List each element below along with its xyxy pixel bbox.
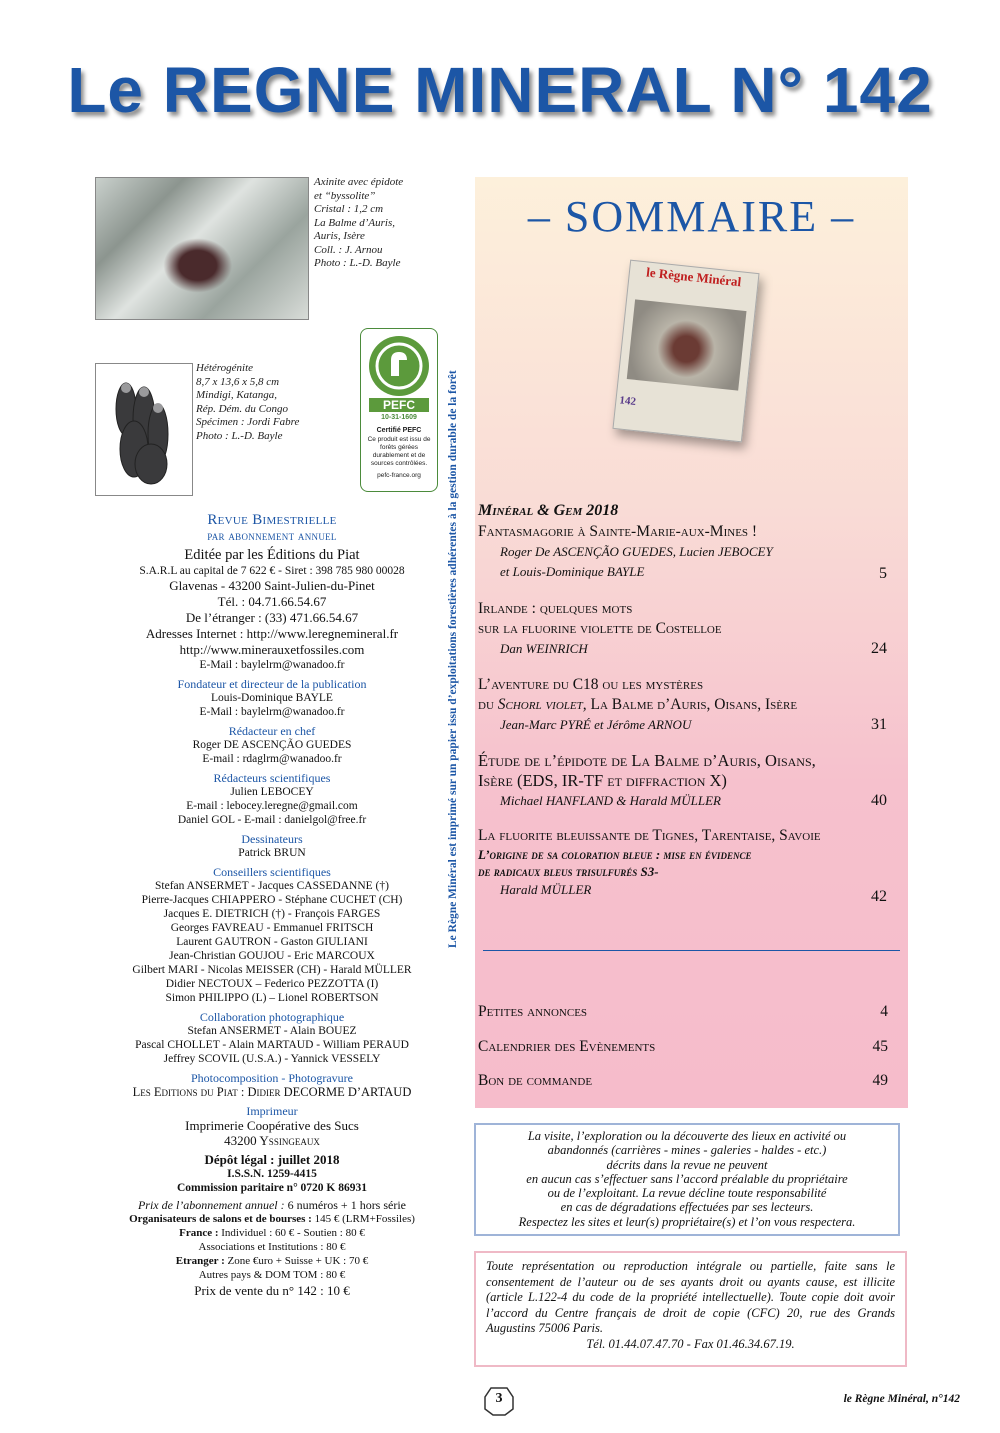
sommaire-divider bbox=[483, 950, 900, 951]
caption-line: 8,7 x 13,6 x 5,8 cm bbox=[196, 375, 280, 388]
article[interactable] bbox=[478, 522, 903, 587]
prix-vente: Prix de vente du n° 142 : 10 € bbox=[194, 1283, 350, 1298]
article-page: 5 bbox=[879, 565, 887, 582]
footer-issue: le Règne Minéral, n°142 bbox=[843, 1393, 960, 1405]
article-authors: Michael HANFLAND & Harald MÜLLER bbox=[500, 793, 721, 808]
tail-page: 4 bbox=[880, 1003, 888, 1020]
depot-legal: Dépôt légal : juillet 2018 bbox=[204, 1152, 340, 1167]
axinite-photo bbox=[95, 177, 309, 320]
organisateurs bbox=[98, 1212, 446, 1226]
caption-line: La Balme d’Auris, bbox=[314, 216, 395, 229]
imprimeur-heading: Imprimeur bbox=[246, 1104, 298, 1118]
redacteur-heading: Rédacteur en chef bbox=[228, 724, 316, 738]
article-authors: et Louis-Dominique BAYLE bbox=[500, 564, 645, 579]
caption-line: Spécimen : Jordi Fabre bbox=[196, 416, 300, 428]
address: Glavenas - 43200 Saint-Julien-du-Pinet bbox=[169, 578, 375, 593]
site-access-notice bbox=[474, 1123, 900, 1236]
tail-entry[interactable] bbox=[478, 1072, 888, 1090]
article[interactable] bbox=[478, 675, 903, 737]
article-subtitle: de radicaux bleus trisulfurés S3- bbox=[478, 864, 659, 879]
editee: Editée par les Éditions du Piat bbox=[184, 547, 360, 563]
tail-label: Bon de commande bbox=[478, 1072, 593, 1089]
conseil-line: Simon PHILIPPO (L) – Lionel ROBERTSON bbox=[165, 992, 379, 1004]
article-authors: Dan WEINRICH bbox=[500, 641, 588, 656]
tail-label: Petites annonces bbox=[478, 1003, 588, 1020]
redacteur-email: E-mail : rdaglrm@wanadoo.fr bbox=[202, 753, 342, 765]
dessin-heading: Dessinateurs bbox=[241, 832, 303, 846]
article-authors: Jean-Marc PYRÉ et Jérôme ARNOU bbox=[500, 717, 692, 732]
tel: Tél. : 04.71.66.54.67 bbox=[217, 594, 327, 609]
article-title: Irlande : quelques mots bbox=[478, 600, 633, 617]
section-label: Minéral & Gem 2018 bbox=[478, 502, 619, 519]
france-value: Individuel : 60 € - Soutien : 80 € bbox=[218, 1227, 365, 1239]
caption-line: Photo : L.-D. Bayle bbox=[196, 429, 283, 442]
caption-line: Coll. : J. Arnou bbox=[314, 243, 383, 256]
article-page: 42 bbox=[871, 888, 887, 905]
conseil-line: Didier NECTOUX – Federico PEZZOTTA (I) bbox=[165, 978, 379, 990]
caption-line: Axinite avec épidote bbox=[314, 176, 404, 188]
internet: Adresses Internet : http://www.leregnemineral.fr bbox=[145, 626, 399, 641]
page-number: 3 bbox=[495, 1391, 503, 1406]
title-part: La Balme d’Auris, Oisans, Isère bbox=[586, 696, 798, 713]
notice-line: La visite, l’exploration ou la découverte des lieux en activité ou bbox=[527, 1129, 847, 1143]
etranger-prices bbox=[98, 1254, 446, 1268]
france-label: France : bbox=[179, 1227, 219, 1239]
internet2: http://www.mineraux​etfossiles.com bbox=[179, 642, 365, 657]
copyright-text: Toute représentation ou reproduction intégrale ou partielle, faite sans le consentement de l’auteur ou de ses ayants droit ou ayants cause, est illicite (article L.122-4 du code de la propriété intellectuelle). Toute copie doit avoir l’accord du Centre français de droit de copie (CFC) 20, rue des Grands Augustins 75006 Paris. bbox=[486, 1259, 895, 1335]
magazine-title: Le REGNE MINERAL N° 142 bbox=[67, 54, 933, 126]
scient-1-email: E-mail : lebocey.leregne@gmail.com bbox=[186, 800, 358, 812]
dessin: Patrick BRUN bbox=[238, 847, 306, 859]
article[interactable] bbox=[478, 751, 903, 813]
article-title: L’aventure du C18 ou les mystères bbox=[478, 676, 704, 693]
article-title: sur la fluorine violette de Costelloe bbox=[478, 620, 722, 637]
notice-line: ou de l’exploitant. La revue décline toute responsabilité bbox=[547, 1186, 827, 1201]
fondateur-heading: Fondateur et directeur de la publication bbox=[177, 677, 367, 691]
pefc-text: Ce produit est issu de forêts gérées durablement et de sources contrôlées. bbox=[367, 436, 431, 467]
prix-abo-value: 6 numéros + 1 hors série bbox=[284, 1198, 407, 1212]
copyright-notice bbox=[474, 1251, 907, 1367]
photo2-caption bbox=[196, 362, 316, 443]
sommaire-title: – SOMMAIRE – bbox=[527, 192, 856, 241]
prix-abo bbox=[98, 1198, 446, 1212]
fondateur-email: E-Mail : baylelrm@wanadoo.fr bbox=[199, 706, 345, 718]
pefc-tree-icon bbox=[369, 336, 429, 396]
tail-label: Calendrier des Evènements bbox=[478, 1038, 656, 1055]
notice-line: Respectez les sites et leur(s) propriétaire(s) et l’on vous respectera. bbox=[518, 1214, 856, 1229]
conseil-line: Stefan ANSERMET - Jacques CASSEDANNE (†) bbox=[155, 880, 389, 892]
conseil-heading: Conseillers scientifiques bbox=[213, 865, 331, 879]
org-label: Organisateurs de salons et de bourses : bbox=[129, 1213, 312, 1225]
tail-page: 49 bbox=[872, 1072, 888, 1089]
tail-entry[interactable] bbox=[478, 1003, 888, 1021]
scient-heading: Rédacteurs scientifiques bbox=[213, 771, 331, 785]
article-title: La fluorite bleuissante de Tignes, Tarentaise, Savoie bbox=[478, 827, 821, 844]
caption-line: Photo : L.-D. Bayle bbox=[314, 257, 401, 269]
france-prices bbox=[98, 1226, 446, 1240]
photocomp-heading: Photocomposition - Photogravure bbox=[191, 1071, 353, 1085]
article-page: 40 bbox=[871, 792, 887, 809]
tel-etranger: De l’étranger : (33) 471.66.54.67 bbox=[185, 610, 359, 625]
scient-1: Julien LEBOCEY bbox=[230, 786, 314, 798]
collab-line: Pascal CHOLLET - Alain MARTAUD - William PERAUD bbox=[135, 1039, 409, 1051]
fondateur: Louis-Dominique BAYLE bbox=[211, 692, 333, 704]
photo1-caption bbox=[314, 176, 424, 271]
article[interactable] bbox=[478, 826, 903, 908]
caption-line: Mindigi, Katanga, bbox=[196, 389, 277, 401]
pefc-site: pefc-france.org bbox=[377, 472, 421, 479]
caption-line: Hétérogénite bbox=[196, 362, 254, 374]
caption-line: Rép. Dém. du Congo bbox=[196, 402, 288, 415]
conseil-line: Jacques E. DIETRICH (†) - François FARGES bbox=[163, 908, 381, 920]
tail-page: 45 bbox=[872, 1038, 888, 1055]
cover-photo bbox=[627, 299, 747, 390]
email: E-Mail : baylelrm@wanadoo.fr bbox=[199, 659, 345, 671]
etranger-value: Zone €uro + Suisse + UK : 70 € bbox=[224, 1255, 369, 1267]
collab-line: Stefan ANSERMET - Alain BOUEZ bbox=[187, 1025, 357, 1037]
title-part: du bbox=[478, 696, 498, 713]
article-title: Fantasmagorie à Sainte-Marie-aux-Mines ! bbox=[478, 523, 758, 540]
conseil-line: Pierre-Jacques CHIAPPERO - Stéphane CUCHET (CH) bbox=[141, 894, 403, 906]
notice-line: en aucun cas s’effectuer sans l’accord préalable du propriétaire bbox=[526, 1171, 848, 1186]
sarl: S.A.R.L au capital de 7 622 € - Siret : 398 785 980 00028 bbox=[139, 565, 405, 577]
commission: Commission paritaire n° 0720 K 86931 bbox=[177, 1182, 367, 1194]
pefc-number: 10-31-1609 bbox=[381, 414, 417, 421]
article-title: Isère (EDS, IR-TF et diffraction X) bbox=[478, 771, 727, 790]
imprimeur: Imprimerie Coopérative des Sucs bbox=[185, 1118, 359, 1133]
collab-heading: Collaboration photographique bbox=[199, 1010, 345, 1024]
article-title: Étude de l’épidote de La Balme d’Auris, Oisans, bbox=[478, 751, 816, 770]
notice-line: abandonnés (carrières - mines - galeries - haldes - etc.) bbox=[547, 1143, 827, 1158]
conseil-line: Georges FAVREAU - Emmanuel FRITSCH bbox=[170, 922, 374, 934]
notice-line: décrits dans la revue ne peuvent bbox=[606, 1157, 768, 1172]
pefc-label bbox=[360, 328, 438, 492]
conseil-line: Laurent GAUTRON - Gaston GIULIANI bbox=[176, 936, 368, 948]
caption-line: et “byssolite” bbox=[314, 189, 376, 202]
assoc-price: Associations et Institutions : 80 € bbox=[198, 1241, 346, 1253]
cover-title: le Règne Minéral bbox=[645, 264, 742, 290]
cover-number: 142 bbox=[618, 394, 637, 409]
domtom-price: Autres pays & DOM TOM : 80 € bbox=[198, 1269, 346, 1281]
conseil-line: Jean-Christian GOUJOU - Eric MARCOUX bbox=[169, 950, 375, 962]
notice-line: en cas de dégradations effectuées par ses lecteurs. bbox=[560, 1200, 814, 1215]
article-page: 31 bbox=[871, 716, 887, 733]
caption-line: Auris, Isère bbox=[314, 230, 365, 242]
prix-abo-label: Prix de l’abonnement annuel : bbox=[137, 1198, 285, 1212]
etranger-label: Etranger : bbox=[175, 1255, 225, 1267]
article-page: 24 bbox=[871, 640, 887, 657]
article-subtitle: L’origine de sa coloration bleue : mise en évidence bbox=[478, 847, 752, 862]
copyright-tel: Tél. 01.44.07.47.70 - Fax 01.46.34.67.19. bbox=[586, 1336, 795, 1351]
masthead bbox=[98, 512, 446, 1299]
tail-entry[interactable] bbox=[478, 1038, 888, 1056]
issn: I.S.S.N. 1259-4415 bbox=[227, 1168, 317, 1180]
cover-thumbnail bbox=[612, 260, 759, 443]
conseil-line: Gilbert MARI - Nicolas MEISSER (CH) - Harald MÜLLER bbox=[132, 964, 412, 976]
collab-line: Jeffrey SCOVIL (U.S.A.) - Yannick VESSELY bbox=[163, 1053, 381, 1065]
article-authors: Roger De ASCENÇÃO GUEDES, Lucien JEBOCEY bbox=[500, 544, 773, 559]
org-value: 145 € (LRM+Fossiles) bbox=[311, 1213, 415, 1225]
imprimeur-addr: 43200 Yssingeaux bbox=[224, 1133, 320, 1148]
revue-label: Revue Bimestrielle bbox=[207, 512, 337, 528]
abonnement-label: par abonnement annuel bbox=[207, 528, 337, 543]
photocomp: Les Editions du Piat : Didier DECORME D’ARTAUD bbox=[132, 1085, 412, 1099]
caption-line: Cristal : 1,2 cm bbox=[314, 203, 384, 215]
article-authors: Harald MÜLLER bbox=[500, 882, 592, 897]
redacteur: Roger DE ASCENÇÃO GUEDES bbox=[192, 739, 352, 751]
article-title bbox=[478, 695, 903, 715]
scient-2: Daniel GOL - E-mail : danielgol@free.fr bbox=[177, 814, 367, 826]
heterogenite-photo bbox=[95, 363, 193, 496]
pefc-name: PEFC bbox=[369, 398, 429, 412]
title-part-italic: Schorl violet, bbox=[497, 696, 587, 713]
pefc-certified: Certifié PEFC bbox=[376, 427, 422, 434]
article[interactable] bbox=[478, 599, 903, 661]
paper-certification-text: Le Règne Minéral est imprimé sur un papier issu d’exploitations forestières adhérentes à la gestion durable de la forêt bbox=[447, 370, 459, 948]
